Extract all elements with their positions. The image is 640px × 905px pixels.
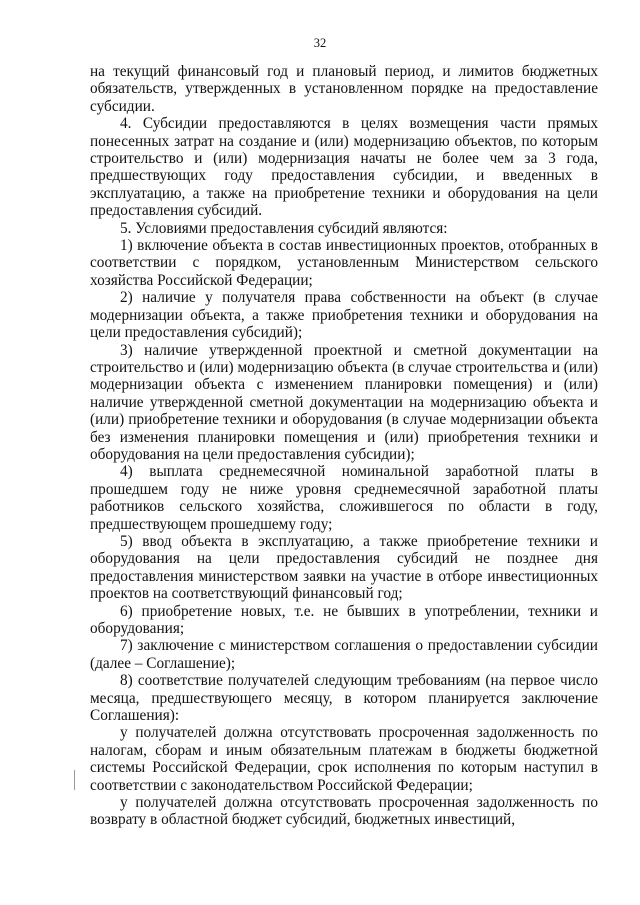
paragraph-condition-7: 7) заключение с министерством соглашения о предоставлении субсидии (далее – Соглашение); (90, 637, 598, 672)
scan-margin-mark (74, 770, 75, 790)
paragraph-item-5: 5. Условиями предоставления субсидий являются: (120, 219, 448, 237)
paragraph-condition-1: 1) включение объекта в состав инвестиционных проектов, отобранных в соответствии с порядком, установленным Министерством сельского хозяйства Российской Федерации; (90, 237, 598, 289)
document-body (90, 63, 598, 829)
paragraph-item-4: 4. Субсидии предоставляются в целях возмещения части прямых понесенных затрат на создание и (или) модернизацию объектов, по которым строительство и (или) модернизация начаты не более чем за 3 года, предшествующих году предоставления субсидии, и введенных в эксплуатацию, а также на приобретение техники и оборудования на цели предоставления субсидий. (90, 115, 598, 220)
paragraph-condition-6: 6) приобретение новых, т.е. не бывших в употреблении, техники и оборудования; (90, 602, 598, 637)
paragraph-requirement-taxes: у получателей должна отсутствовать просроченная задолженность по налогам, сборам и иным обязательным платежам в бюджеты бюджетной системы Российской Федерации, срок исполнения по которым наступил в соответствии с законодательством Российской Федерации; (90, 724, 598, 794)
paragraph-condition-5: 5) ввод объекта в эксплуатацию, а также приобретение техники и оборудования на цели предоставления субсидий не позднее дня предоставления министерством заявки на участие в отборе инвестиционных проектов на соответствующий финансовый год; (90, 532, 598, 603)
paragraph-condition-2: 2) наличие у получателя права собственности на объект (в случае модернизации объекта, а также приобретения техники и оборудования на цели предоставления субсидий); (90, 289, 598, 342)
paragraph-requirement-subsidies: у получателей должна отсутствовать просроченная задолженность по возврату в областной бюджет субсидий, бюджетных инвестиций, (90, 794, 598, 829)
page-number: 32 (313, 36, 327, 50)
paragraph-condition-4: 4) выплата среднемесячной номинальной заработной платы в прошедшем году не ниже уровня среднемесячной заработной платы работников сельского хозяйства, сложившегося по области в году, предшествующем прошедшему году; (90, 463, 598, 533)
paragraph-continuation: на текущий финансовый год и плановый период, и лимитов бюджетных обязательств, утвержденных в установленном порядке на предоставление субсидии. (90, 63, 598, 115)
paragraph-condition-3: 3) наличие утвержденной проектной и сметной документации на строительство и (или) модернизацию объекта (в случае строительства и (или) модернизации объекта с изменением планировки помещения) и (или) наличие утвержденной сметной документации на модернизацию объекта и (или) приобретение техники и оборудования (в случае модернизации объекта без изменения планировки помещения и (или) приобретения техники и оборудования на цели предоставления субсидии); (90, 341, 598, 463)
paragraph-condition-8: 8) соответствие получателей следующим требованиям (на первое число месяца, предшествующего месяцу, в котором планируется заключение Соглашения): (90, 672, 598, 725)
